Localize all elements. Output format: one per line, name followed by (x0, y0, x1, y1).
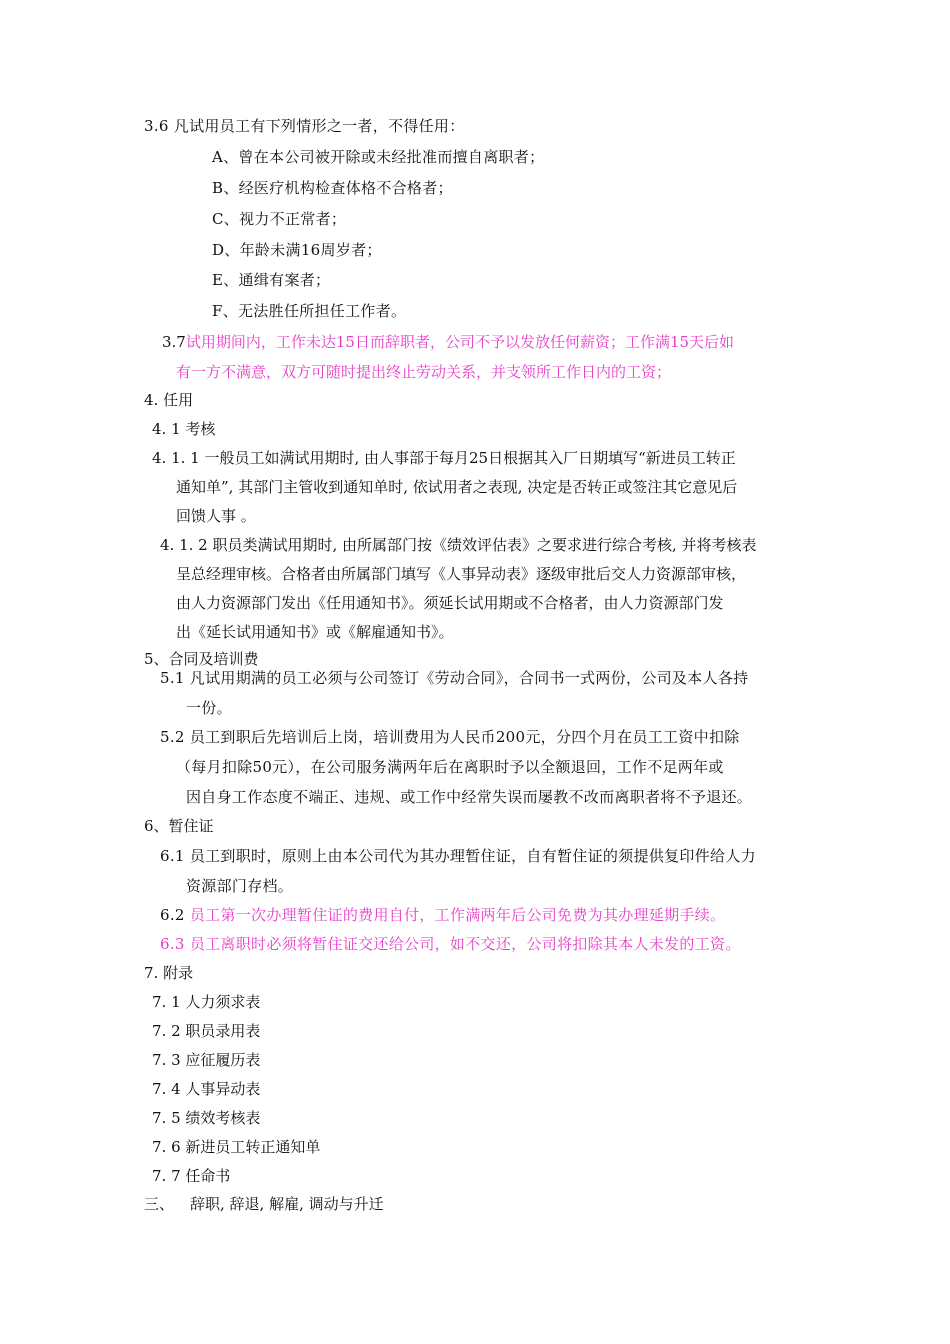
list-item: E、通缉有案者； (212, 271, 331, 289)
appendix-item: 7. 2 职员录用表 (152, 1022, 261, 1040)
paragraph-line: 6.1 员工到职时，原则上由本公司代为其办理暂住证，自有暂住证的须提供复印件给人力 (160, 847, 756, 865)
section-3-7-line-1 (162, 332, 734, 352)
list-item: F、无法胜任所担任工作者。 (212, 302, 407, 320)
section-4-1-title: 4. 1 考核 (152, 420, 216, 438)
list-item: C、视力不正常者； (212, 210, 347, 228)
list-item: D、年龄未满16周岁者； (212, 241, 382, 259)
paragraph-line: （每月扣除50元），在公司服务满两年后在离职时予以全额退回，工作不足两年或 (176, 758, 724, 776)
paragraph-line: 出《延长试用通知书》或《解雇通知书》。 (176, 623, 454, 641)
paragraph-line: 资源部门存档。 (186, 877, 294, 895)
list-item: A、曾在本公司被开除或未经批准而擅自离职者； (212, 148, 545, 166)
paragraph-line: 因自身工作态度不端正、违规、或工作中经常失误而屡教不改而离职者将不予退还。 (186, 788, 753, 806)
appendix-item: 7. 7 任命书 (152, 1167, 231, 1185)
paragraph-line: 由人力资源部门发出《任用通知书》。须延长试用期或不合格者，由人力资源部门发 (176, 594, 724, 612)
section-7-title: 7. 附录 (144, 964, 194, 982)
section-6-2 (160, 905, 725, 925)
appendix-item: 7. 5 绩效考核表 (152, 1109, 261, 1127)
section-6-2-text: 员工第一次办理暂住证的费用自付，工作满两年后公司免费为其办理延期手续。 (189, 906, 726, 924)
appendix-item: 7. 4 人事异动表 (152, 1080, 261, 1098)
section-4-title: 4. 任用 (144, 391, 194, 409)
list-item: B、经医疗机构检查体格不合格者； (212, 179, 453, 197)
chapter-3-heading (144, 1194, 384, 1214)
appendix-item: 7. 3 应征履历表 (152, 1051, 261, 1069)
section-3-7-number: 3.7 (162, 333, 186, 351)
appendix-item: 7. 6 新进员工转正通知单 (152, 1138, 321, 1156)
paragraph-line: 通知单”, 其部门主管收到通知单时, 依试用者之表现, 决定是否转正或签注其它意见后 (176, 478, 738, 496)
section-6-title: 6、暂住证 (144, 817, 214, 835)
appendix-item: 7. 1 人力须求表 (152, 993, 261, 1011)
chapter-3-number: 三、 (144, 1195, 175, 1213)
chapter-3-title: 辞职, 辞退, 解雇, 调动与升迁 (190, 1195, 384, 1213)
paragraph-line: 4. 1. 2 职员类满试用期时, 由所属部门按《绩效评估表》之要求进行综合考核, 并将考核表 (160, 536, 757, 554)
section-3-6-title: 3.6 凡试用员工有下列情形之一者，不得任用： (144, 117, 465, 135)
paragraph-line: 呈总经理审核。合格者由所属部门填写《人事异动表》逐级审批后交人力资源部审核， (176, 565, 747, 583)
section-5-title: 5、合同及培训费 (144, 650, 259, 668)
paragraph-line: 一份。 (186, 699, 232, 717)
paragraph-line: 5.1 凡试用期满的员工必须与公司签订《劳动合同》，合同书一式两份，公司及本人各持 (160, 669, 749, 687)
paragraph-line: 回馈人事 。 (176, 507, 256, 525)
section-3-7-text: 试用期间内，工作未达15日而辞职者，公司不予以发放任何薪资；工作满15天后如 (185, 333, 735, 351)
section-6-3: 6.3 员工离职时必须将暂住证交还给公司，如不交还，公司将扣除其本人未发的工资。 (160, 935, 741, 953)
section-3-7-line-2: 有一方不满意，双方可随时提出终止劳动关系，并支领所工作日内的工资； (176, 363, 672, 381)
paragraph-line: 4. 1. 1 一般员工如满试用期时, 由人事部于每月25日根据其入厂日期填写“新进员工转正 (152, 449, 736, 467)
section-6-2-number: 6.2 (160, 906, 185, 924)
paragraph-line: 5.2 员工到职后先培训后上岗，培训费用为人民币200元，分四个月在员工工资中扣除 (160, 728, 740, 746)
